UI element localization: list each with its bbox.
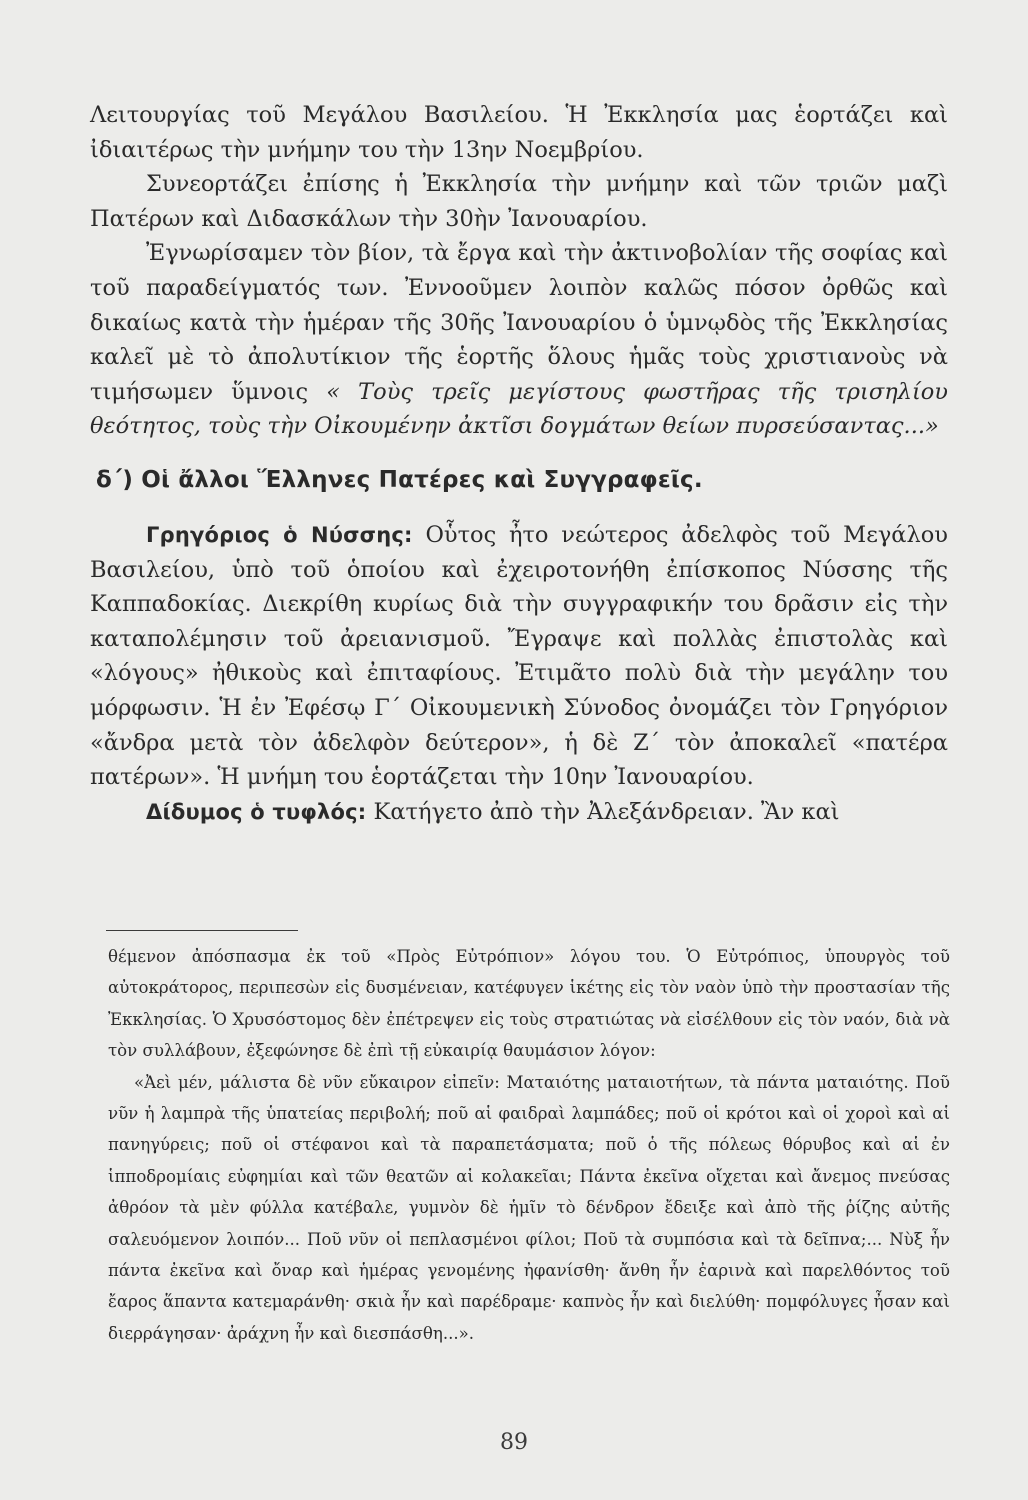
apolytikion-text: Ἐγνωρίσαμεν τὸν βίον, τὰ ἔργα καὶ τὴν ἀκτινοβολίαν τῆς σοφίας καὶ τοῦ παραδείγματός των. Ἐννοοῦμεν λοιπὸν καλῶς πόσον ὀρθῶς καὶ δικαίως κατὰ τὴν ἡμέραν τῆς 30ῆς Ἰανουαρίου ὁ ὑμνῳδὸς τῆς Ἐκκλησίας καλεῖ μὲ τὸ ἀπολυτίκιον τῆς ἑορτῆς ὅλους ἡμᾶς τοὺς χριστιανοὺς νὰ τιμήσωμεν ὕμνοις <box>90 240 948 405</box>
hymn-quote: « Τοὺς τρεῖς μεγίστους φωστῆρας τῆς τρισηλίου θεότητος, τοὺς τὴν Οἰκουμένην ἀκτῖσι δογμάτων θείων πυρσεύσαντας...» <box>90 378 948 440</box>
section-heading: δ΄) Οἱ ἄλλοι Ἕλληνες Πατέρες καὶ Συγγραφεῖς. <box>96 466 703 493</box>
footnote <box>108 941 950 1349</box>
paragraph-basil-feast: Λειτουργίας τοῦ Μεγάλου Βασιλείου. Ἡ Ἐκκλησία μας ἑορτάζει καὶ ἰδιαιτέρως τὴν μνήμην του τὴν 13ην Νοεμβρίου. <box>90 102 948 163</box>
gregory-text: Οὗτος ἦτο νεώτερος ἀδελφὸς τοῦ Μεγάλου Βασιλείου, ὑπὸ τοῦ ὁποίου καὶ ἐχειροτονήθη ἐπίσκοπος Νύσσης τῆς Καππαδοκίας. Διεκρίθη κυρίως διὰ τὴν συγγραφικήν του δρᾶσιν εἰς τὴν καταπολέμησιν τοῦ ἀρειανισμοῦ. Ἔγραψε καὶ πολλὰς ἐπιστολὰς καὶ «λόγους» ἠθικοὺς καὶ ἐπιταφίους. Ἐτιμᾶτο πολὺ διὰ τὴν μεγάλην του μόρφωσιν. Ἡ ἐν Ἐφέσῳ Γ΄ Οἰκουμενικὴ Σύνοδος ὀνομάζει τὸν Γρηγόριον «ἄνδρα μετὰ τὸν ἀδελφὸν δεύτερον», ἡ δὲ Ζ΄ τὸν ἀποκαλεῖ «πατέρα πατέρων». Ἡ μνήμη του ἑορτάζεται τὴν 10ην Ἰανουαρίου. <box>90 521 948 791</box>
didymus-text: Κατήγετο ἀπὸ τὴν Ἀλεξάνδρειαν. Ἂν καὶ <box>366 798 840 825</box>
main-text <box>90 98 948 829</box>
didymus-name: Δίδυμος ὁ τυφλός: <box>146 799 367 824</box>
footnote-paragraph-quote: «Ἀεὶ μέν, μάλιστα δὲ νῦν εὔκαιρον εἰπεῖν: Ματαιότης ματαιοτήτων, τὰ πάντα ματαιότης. Ποῦ νῦν ἡ λαμπρὰ τῆς ὑπατείας περιβολή; ποῦ αἱ φαιδραὶ λαμπάδες; ποῦ οἱ κρότοι καὶ οἱ χοροὶ καὶ αἱ πανηγύρεις; ποῦ οἱ στέφανοι καὶ τὰ παραπετάσματα; ποῦ ὁ τῆς πόλεως θόρυβος καὶ αἱ ἐν ἱπποδρομίαις εὐφημίαι καὶ τῶν θεατῶν αἱ κολακεῖαι; Πάντα ἐκεῖνα οἴχεται καὶ ἄνεμος πνεύσας ἀθρόον τὰ μὲν φύλλα κατέβαλε, γυμνὸν δὲ ἡμῖν τὸ δένδρον ἔδειξε καὶ ἀπὸ τῆς ῥίζης αὐτῆς σαλευόμενον λοιπόν... Ποῦ νῦν οἱ πεπλασμένοι φίλοι; Ποῦ τὰ συμπόσια καὶ τὰ δεῖπνα;... Νὺξ ἦν πάντα ἐκεῖνα καὶ ὄναρ καὶ ἡμέρας γενομένης ἠφανίσθη· ἄνθη ἦν ἐαρινὰ καὶ παρελθόντος τοῦ ἔαρος ἅπαντα κατεμαράνθη· σκιὰ ἦν καὶ παρέδραμε· καπνὸς ἦν καὶ διελύθη· πομφόλυγες ἦσαν καὶ διερράγησαν· ἀράχνη ἦν καὶ διεσπάσθη...». <box>108 1072 950 1343</box>
footnote-rule <box>106 930 298 931</box>
paragraph-gregory-nyssa <box>90 518 948 795</box>
page-number: 89 <box>500 1430 528 1455</box>
gregory-name: Γρηγόριος ὁ Νύσσης: <box>146 522 413 547</box>
footnote-paragraph-eutropius: θέμενον ἀπόσπασμα ἐκ τοῦ «Πρὸς Εὐτρόπιον» λόγου του. Ὁ Εὐτρόπιος, ὑπουργὸς τοῦ αὐτοκράτορος, περιπεσὼν εἰς δυσμένειαν, κατέφυγεν ἱκέτης εἰς τὸν ναὸν ὑπὸ τὴν προστασίαν τῆς Ἐκκλησίας. Ὁ Χρυσόστομος δὲν ἐπέτρεψεν εἰς τοὺς στρατιώτας νὰ εἰσέλθουν εἰς τὸν ναόν, διὰ νὰ τὸν συλλάβουν, ἐξεφώνησε δὲ ἐπὶ τῇ εὐκαιρίᾳ θαυμάσιον λόγον: <box>108 947 950 1061</box>
paragraph-three-hierarchs: Συνεορτάζει ἐπίσης ἡ Ἐκκλησία τὴν μνήμην καὶ τῶν τριῶν μαζὶ Πατέρων καὶ Διδασκάλων τὴν 30ὴν Ἰανουαρίου. <box>90 171 948 232</box>
paragraph-didymus <box>90 795 948 830</box>
paragraph-apolytikion <box>90 236 948 444</box>
